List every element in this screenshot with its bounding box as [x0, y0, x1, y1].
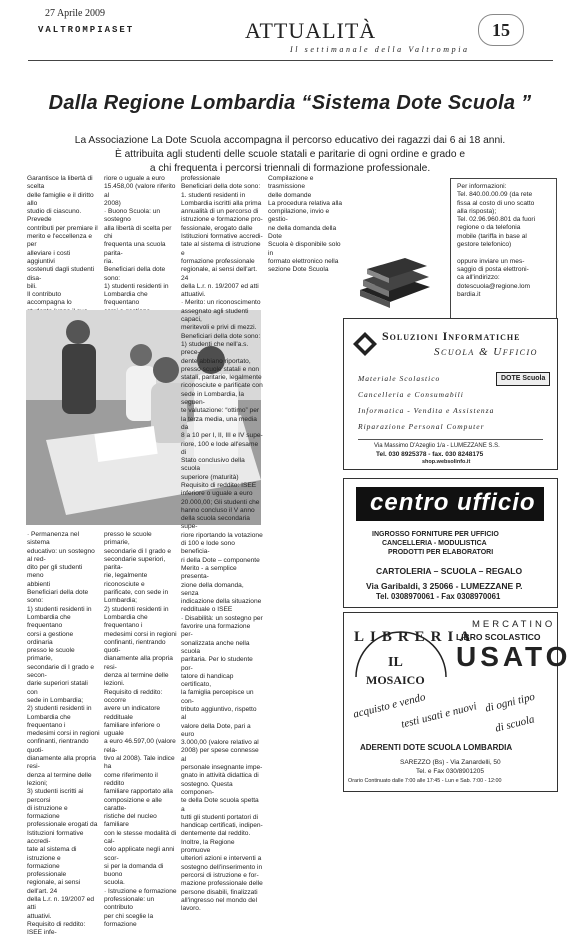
ad-title: Soluzioni Informatiche: [382, 329, 521, 343]
article-column-1-top: Garantisce la libertà di scelta delle famiglie e il diritto allo studio di ciascuno. Prevede contributi per premiare il merito e l'eccellenza e per alleviare i costi aggiuntivi sostenuti dagli studenti disa- bili. Il contributo accompagna lo: [27, 175, 98, 307]
ad-website: shop.websolinfo.it: [422, 459, 471, 465]
ad-centro-ufficio: [343, 478, 558, 608]
centro-ufficio-logo: centro ufficio: [370, 489, 536, 516]
ad-hours: Orario Continuato dalle 7:00 alle 17:45 - Lun e Sab. 7:00 - 12:00: [348, 778, 502, 784]
libreria-arc-text: LIBRERIA: [354, 629, 477, 645]
ad-phone: Tel. 0308970061 - Fax 0308970061: [376, 592, 501, 601]
ad-line: PRODOTTI PER ELABORATORI: [388, 549, 494, 556]
ad-phone: Tel. 030 8925378 - fax. 030 8248175: [376, 451, 484, 458]
article-column-4: Compilazione e trasmissione delle domande La procedura relativa alla compilazione, invio e gestio- ne della domanda della Dote Scuola è disponibile solo in formato elettronico nella sezione Dote Scuola: [268, 175, 343, 274]
ad-tagline: CARTOLERIA – SCUOLA – REGALO: [376, 566, 523, 576]
books-icon: [355, 255, 435, 310]
deck-line: La Associazione La Dote Scuola accompagna il percorso educativo dei ragazzi dai 6 ai 18 anni.: [74, 135, 506, 146]
script-text: acquisto e vendo: [352, 691, 427, 721]
libreria-mosaico: MOSAICO: [366, 673, 425, 687]
ad-line: CANCELLERIA - MODULISTICA: [382, 540, 487, 547]
script-text: di ogni tipo: [484, 690, 537, 715]
mercatino-label: MERCATINO: [472, 619, 556, 630]
masthead-subtitle: Il settimanale della Valtrompia: [290, 45, 470, 54]
dote-scuola-logo: DOTE Scuola: [496, 372, 550, 386]
ad-phone: Tel. e Fax 030/8901205: [416, 768, 484, 775]
ad-line: INGROSSO FORNITURE PER UFFICIO: [372, 531, 499, 538]
ad-address: Via Massimo D'Azeglio 1/a - LUMEZZANE S.S.: [374, 443, 500, 449]
article-column-1-bottom: · Permanenza nel sistema educativo: un sostegno al red- dito per gli studenti meno abbienti Beneficiari della dote sono: 1) studenti residenti in Lombardia che frequentano corsi a gestione ordinaria presso le scuole primarie, secondarie di I grado e secon- darie superiori statali con sede in Lombardia; 2) studenti residenti in Lombardia che frequentano i medesimi corsi in regioni confinanti, rientrando quoti- dianamente alla propria resi- denza al termine delle lezioni; 3) studenti iscritti ai percorsi di istruzione e formazione professionale erogati da Istituzioni formative accredi- tate al sistema di istruzione e formazione professionale regionale, ai sensi dell'art. 24 della L.r. n. 19/2007 ed atti attuativi. Requisito di reddito: ISEE infe-: [27, 531, 100, 937]
ad-line: Riparazione Personal Computer: [358, 422, 485, 431]
section-title: ATTUALITÀ: [245, 18, 377, 43]
script-text: di scuola: [494, 713, 536, 735]
deck-line: a chi frequenta i percorsi triennali di formazione professionale.: [149, 163, 431, 174]
article-column-2-top: riore o uguale a euro 15.458,00 (valore riferito al 2008) · Buono Scuola: un sostegno alla libertà di scelta per chi frequenta una scuola parita- ria. Beneficiari della dote sono: 1) studenti residenti in Lombardia che frequentano: [104, 175, 176, 307]
header-rule: [28, 60, 553, 61]
ad-libreria-il-mosaico: [343, 612, 572, 792]
article-headline: Dalla Regione Lombardia “Sistema Dote Scuola ”: [48, 92, 532, 114]
issue-date: 27 Aprile 2009: [45, 8, 105, 19]
masthead-brand: VALTROMPIASET: [38, 25, 135, 35]
page-number: 15: [478, 14, 524, 46]
libreria-il: IL: [388, 655, 403, 670]
article-column-2-bottom: presso le scuole primarie, secondarie di I grado e secondarie superiori, parita- rie, legalmente riconosciute e parificate, con sede in Lombardia; 2) studenti residenti in Lombardia che frequentano i medesimi corsi in regioni confinanti, rientrando quoti- dianamente alla propria resi- denza al termine delle lezioni. Requisito di reddito: occorre avere un indicatore reddituale familiare inferiore o uguale a euro 46.597,00 (valore rela- tivo al 2008). Tale indice ha come riferimento il reddito familiare rapportato alla composizione e alle caratte- ristiche del nucleo familiare con le stesse modalità di cal- colo applicate negli anni scor- si per la domanda di buono scuola. · Istruzione e formazione professionale: un contributo per chi sceglie la formazione: [104, 531, 177, 928]
article-column-3: professionale Beneficiari della dote sono: 1. studenti residenti in Lombardia iscritti alla prima annualità di un percorso di istruzione e formazione pro- fessionale, erogato dalle Istituzioni formative accredi- tate al sistema di istruzione e formazione professionale regionale, ai sensi dell'art. 24 della L.r. n. 19/2007 ed atti attuativi. · Merito: un riconoscimento assegnato agli studenti capaci, meritevoli e privi di mezzi. Beneficiari della dote sono: 1) studenti che nell'a.s. prece- dente abbiano riportato, presso scuole statali e non statali, paritarie, legalmente riconosciute e parificate con sede in Lombardia, la seguen- te valutazione: “ottimo” per la terza media, una media da 8 a 10 per I, II, III e IV supe- riore, 100 e lode all'esame di Stato conclusivo della scuola superiore (maturità) Requisito di reddito: ISEE inferiore o uguale a euro 20.000,00; Gli studenti che hanno concluso il V anno della scuola secondaria supe- riore riportando la votazione di 100 e lode sono beneficia- ri della Dote – componente Merito - a semplice presenta- zione della domanda, senza indicazione della situazione reddituale o ISEE · Disabilità: un sostegno per favorire una formazione per- sonalizzata anche nella scuola paritaria. Per lo studente por- tatore di handicap certificato, la famiglia percepisce un con- tributo aggiuntivo, rispetto al valore della Dote, pari a euro 3.000,00 (valore relativo al 2008) per spese connesse al personale insegnante impe- gnato in attività didattica di sostegno. Questa componen- te della Dote scuola spetta a tutti gli studenti portatori di handicap certificati, indipen- dentemente dal reddito. Inoltre, la Regione promuove ulteriori azioni e interventi a sostegno dell'inserimento in percorsi di istruzione e for- mazione professionale delle persone disabili, finalizzati all'ingresso nel mondo del lavoro.: [181, 175, 263, 913]
script-text: testi usati e nuovi: [400, 700, 478, 731]
ad-line: Informatica - Vendita e Assistenza: [358, 406, 495, 415]
libro-scolastico-label: LIBRO SCOLASTICO: [456, 632, 541, 642]
usato-label: USATO: [456, 641, 572, 672]
ad-address: SAREZZO (Bs) - Via Zanardelli, 50: [400, 759, 501, 766]
info-box: [450, 178, 557, 320]
ad-line: Materiale Scolastico: [358, 374, 441, 383]
deck-line: È attribuita agli studenti delle scuole statali e paritarie di ogni ordine e grado e: [115, 149, 465, 160]
article-deck: [40, 134, 540, 176]
ad-address: Via Garibaldi, 3 25066 - LUMEZZANE P.: [366, 581, 523, 591]
ad-divider: [358, 439, 543, 440]
diamond-logo-icon: [352, 331, 378, 357]
info-box-text: Per informazioni: Tel. 840.00.00.09 (da rete fissa al costo di uno scatto alla risposta); Tel. 02.96.960.801 da fuori regione o da telefonia mobile (tariffa in base al gestore telefonico) oppure inviare un mes- saggio di posta elettroni- ca all'indirizzo: dotescuola@regione.lom bardia.it: [457, 183, 536, 298]
books-illustration: [355, 255, 435, 310]
ad-subtitle: Scuola & Ufficio: [434, 346, 538, 358]
ad-line: Cancelleria e Consumabili: [358, 390, 464, 399]
ad-soluzioni-informatiche: [343, 318, 558, 470]
aderenti-label: ADERENTI DOTE SCUOLA LOMBARDIA: [360, 743, 513, 752]
